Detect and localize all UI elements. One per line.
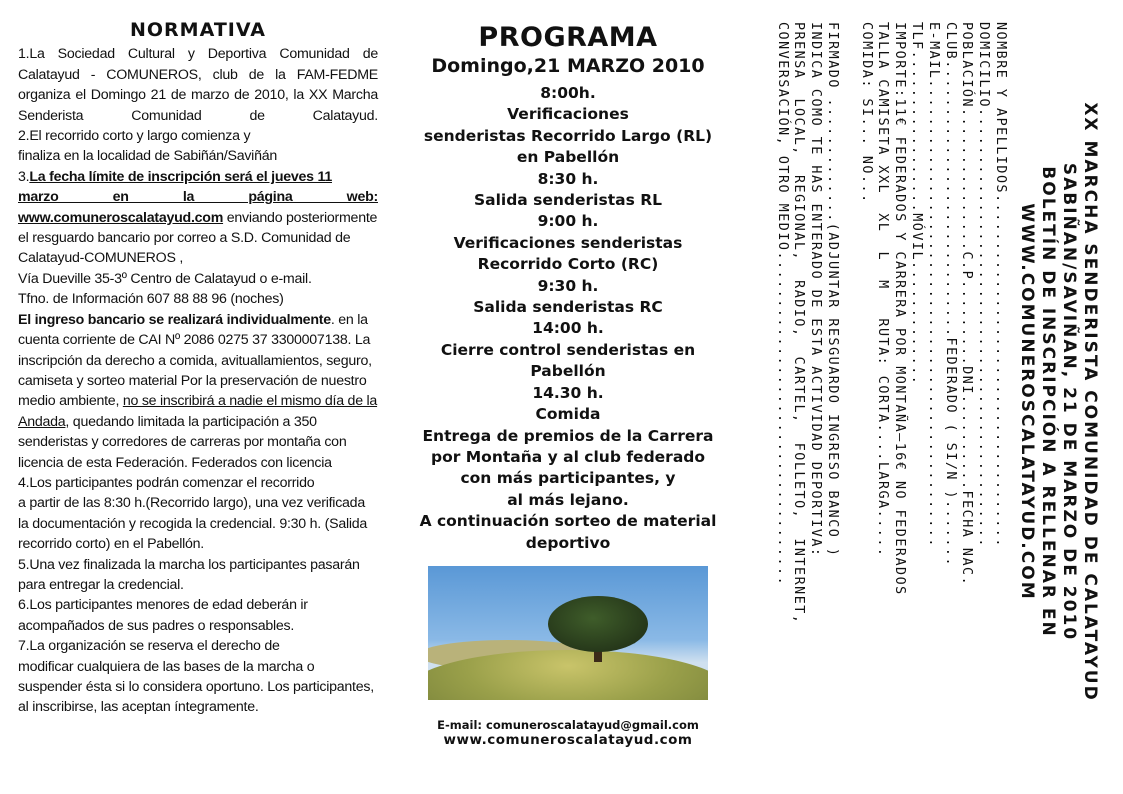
schedule [398,83,738,554]
form-field-line: DOMICILIO.............................................. [976,22,992,548]
contact-website[interactable]: www.comuneroscalatayud.com [443,731,693,748]
website-link[interactable]: www.comuneroscalatayud.com [18,209,224,226]
schedule-line: Verificaciones senderistas [453,233,683,252]
schedule-line: Salida senderistas RL [473,191,663,210]
form-field-line: CLUB.............................FEDERADO ( SI/N )....... [942,22,958,568]
boletin-title [1016,22,1100,782]
boletin-title-line: WWW.COMUNEROSCALATAYUD.COM [1017,203,1037,601]
event-date: Domingo,21 MARZO 2010 [431,55,705,77]
boletin-title-line: BOLETÍN DE INSCRIPCIÓN A RELLENAR EN [1038,166,1058,638]
boletin-title-line: XX MARCHA SENDERISTA COMUNIDAD DE CALATAYUD [1080,102,1100,702]
registration-form [773,22,1008,782]
contact-info [398,718,738,748]
deadline-text: La fecha límite de inscripción será el jueves 11 [29,168,332,185]
schedule-line: deportivo [525,533,611,552]
schedule-line: Cierre control senderistas en [440,340,696,359]
schedule-line: Pabellón [530,362,606,381]
rule-bank: El ingreso bancario se realizará individualmente. en la cuenta corriente de CAI Nº 2086 0275 37 3300007138. La inscripción da derecho a comida, avituallamientos, seguro, camiseta y sorteo material Por la preservación de nuestro medio ambiente, no se inscribirá a nadie el mismo día de la Andada, quedando limitada la participación a 350 senderistas y corredores de carreras por montaña con licencia de esta Federación. Federados con licencia [18,311,378,471]
schedule-line: senderistas Recorrido Largo (RL) [423,126,713,145]
info-phone: Tfno. de Información 607 88 88 96 (noches) [18,291,284,308]
form-field-line: E-MAIL................................................. [925,22,941,548]
schedule-line: Verificaciones [507,105,629,124]
rule-7b: modificar cualquiera de las bases de la marcha o suspender ésta si lo considera oportuno. Los participantes, al inscribirse, las aceptan íntegramente. [18,658,374,716]
rule-2a: 2.El recorrido corto y largo comienza y [18,128,251,145]
form-field-line: TLF.................MÓVIL............. [909,22,925,386]
form-field-line: COMIDA: SI... NO... [858,22,874,204]
form-field-line: POBLACIÓN...............C.P.........DNI..........FECHA NAC. [959,22,975,587]
schedule-line: 8:00h. [540,84,596,102]
rule-2b: finaliza en la localidad de Sabiñán/Saviñán [18,148,278,165]
schedule-line: 9:00 h. [537,212,599,231]
rule-4a: 4.Los participantes podrán comenzar el recorrido [18,474,315,491]
programa-column [398,22,738,748]
rule-5: 5.Una vez finalizada la marcha los participantes pasarán para entregar la credencial. [18,556,360,593]
form-field-line: INDICA COMO TE HAS ENTERADO DE ESTA ACTIVIDAD DEPORTIVA: [808,22,824,558]
schedule-line: 8:30 h. [537,169,599,188]
rule-6: 6.Los participantes menores de edad deberán ir acompañados de sus padres o responsables. [18,597,308,634]
schedule-line: por Montaña y al club federado [430,447,706,466]
landscape-photo [428,566,708,700]
contact-email[interactable]: E-mail: comuneroscalatayud@gmail.com [437,717,699,732]
deadline-web: marzo en la página web: [18,189,378,206]
form-field-line: CONVERSACIÓN, OTRO MEDIO................................... [774,22,790,587]
schedule-line: Recorrido Corto (RC) [477,255,659,274]
schedule-line: 14.30 h. [532,383,604,402]
form-field-line: NOMBRE Y APELLIDOS..................................... [993,22,1008,548]
rule-1: 1.La Sociedad Cultural y Deportiva Comunidad de Calatayud - COMUNEROS, club de la FAM-FEDME organiza el Domingo 21 de marzo de 2010, la XX Marcha Senderista Comunidad de Calatayud. [18,46,378,124]
form-field-line: TALLA CAMISETA XXL XL L M RUTA: CORTA....LARGA..... [875,22,891,558]
address: Vía Dueville 35-3º Centro de Calatayud o e-mail. [18,270,312,287]
schedule-line: en Pabellón [516,148,620,167]
normativa-heading: NORMATIVA [130,19,266,41]
boletin-column [740,22,1100,782]
schedule-line: Salida senderistas RC [473,298,663,317]
schedule-line: A continuación sorteo de material [419,512,717,531]
form-field-line: IMPORTE:11€ FEDERADOS Y CARRERA POR MONTAÑA—16€ NO FEDERADOS [892,22,908,596]
schedule-line: Comida [535,405,601,424]
schedule-line: 9:30 h. [537,276,599,295]
rule-7a: 7.La organización se reserva el derecho de [18,638,280,655]
rule-4b: a partir de las 8:30 h.(Recorrido largo), una vez verificada la documentación y recogida la credencial. 9:30 h. (Salida recorrido corto) en el Pabellón. [18,495,368,553]
programa-heading: PROGRAMA [478,22,658,53]
schedule-line: al más lejano. [507,490,629,509]
rule-3-rest: www.comuneroscalatayud.com enviando posteriormente el resguardo bancario por correo a S.D. Comunidad de Calatayud-COMUNEROS , [18,209,378,267]
rule-3: 3.La fecha límite de inscripción será el jueves 11 [18,168,332,185]
boletin-title-line: SABIÑAN/SAVIÑAN, 21 DE MARZO DE 2010 [1059,162,1079,642]
schedule-line: con más participantes, y [460,469,676,488]
schedule-line: Entrega de premios de la Carrera [422,426,714,445]
schedule-line: 14:00 h. [532,319,604,338]
form-field-line: PRENSA LOCAL, REGIONAL, RADIO, CARTEL, FOLLETO, INTERNET, [791,22,807,625]
form-field-line: FIRMADO .............(ADJUNTAR RESGUARDO INGRESO BANCO ) [825,22,841,558]
normativa-column [18,20,378,718]
form-field-line [840,22,857,782]
